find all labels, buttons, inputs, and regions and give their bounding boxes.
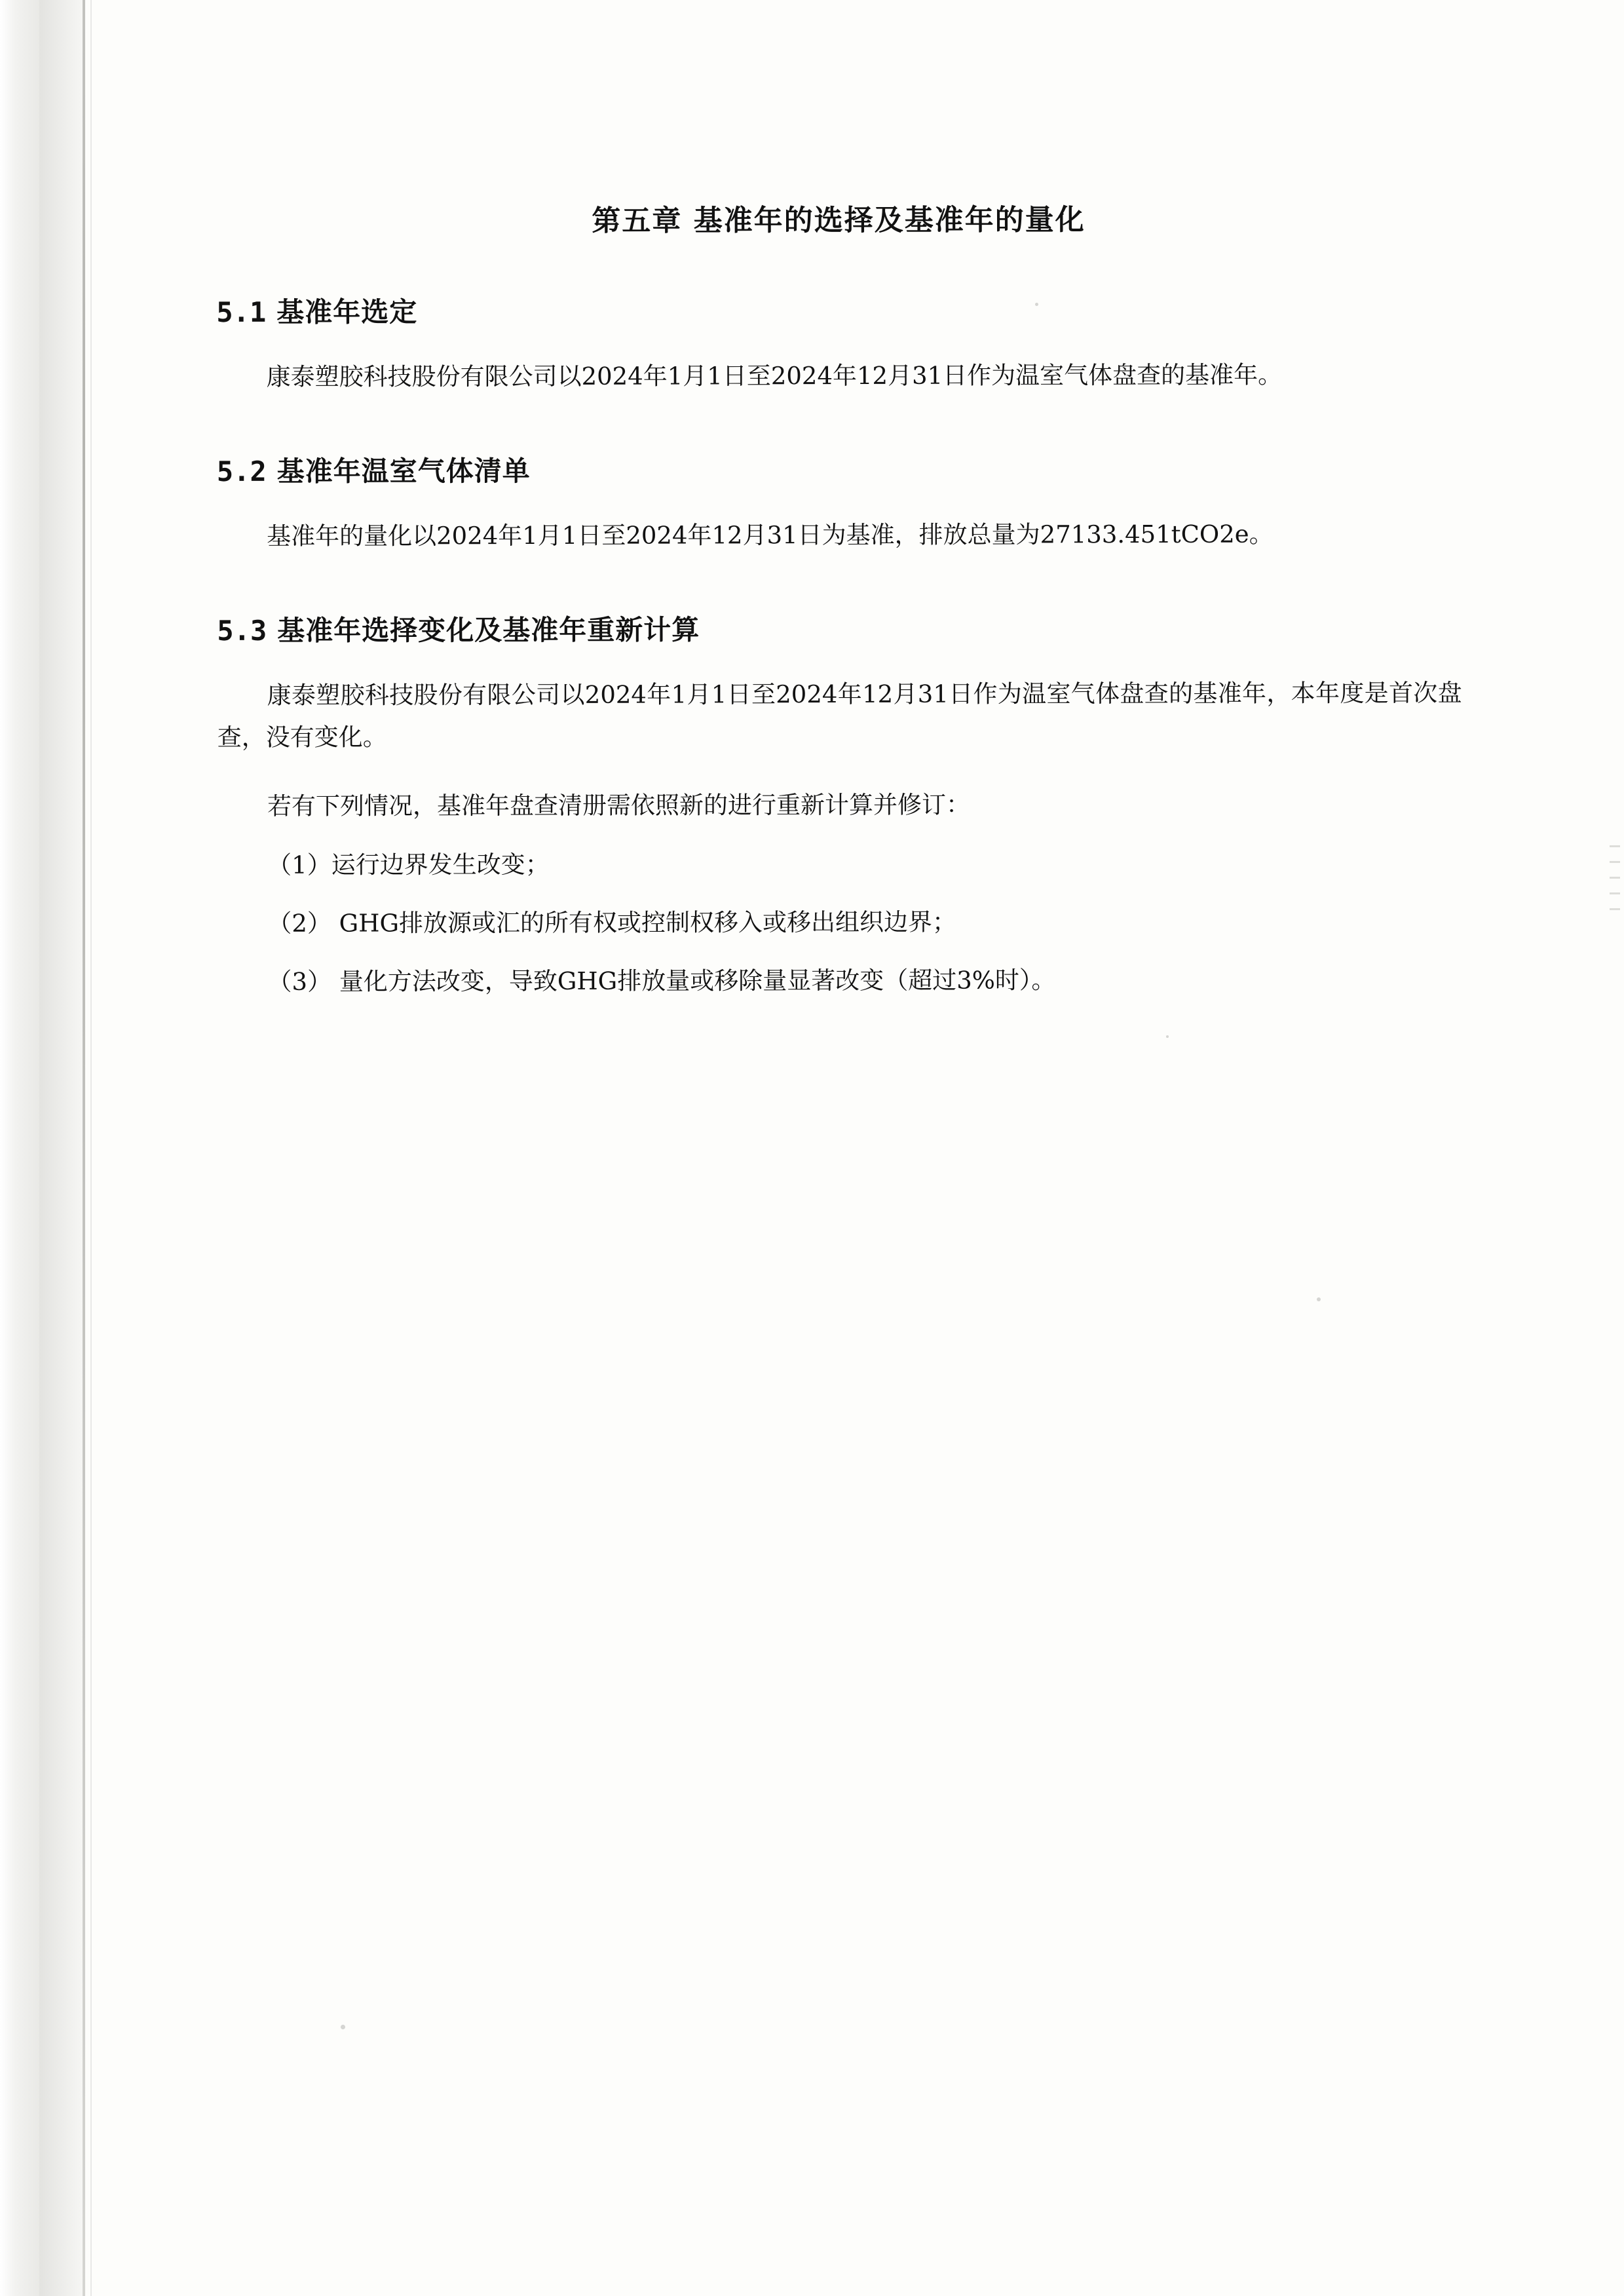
scan-speck bbox=[1166, 1035, 1169, 1038]
document-body bbox=[216, 0, 1461, 1001]
section-heading-5-3 bbox=[217, 607, 1462, 649]
section-title-5-1: 基准年选定 bbox=[276, 296, 418, 328]
section-number-5-2: 5.2 bbox=[216, 455, 267, 488]
list-item: （1）运行边界发生改变； bbox=[267, 850, 550, 879]
scan-speck bbox=[1317, 1297, 1321, 1301]
list-item: （3） 量化方法改变，导致GHG排放量或移除量显著改变（超过3%时）。 bbox=[267, 965, 1056, 996]
section-5-3-paragraph-1: 康泰塑胶科技股份有限公司以2024年1月1日至2024年12月31日作为温室气体盘查的基准年，本年度是首次盘查，没有变化。 bbox=[217, 678, 1462, 752]
page-binding-shadow bbox=[39, 0, 85, 2296]
page-edge-line-secondary bbox=[90, 0, 92, 2296]
section-5-2-paragraph-1: 基准年的量化以2024年1月1日至2024年12月31日为基准，排放总量为27133.451tCO2e。 bbox=[267, 520, 1274, 550]
section-title-5-3: 基准年选择变化及基准年重新计算 bbox=[277, 613, 700, 647]
page-edge-line bbox=[83, 0, 85, 2296]
scan-artifact-marks bbox=[1610, 845, 1620, 917]
chapter-title: 第五章 基准年的选择及基准年的量化 bbox=[592, 203, 1086, 238]
section-5-1-paragraph-1: 康泰塑胶科技股份有限公司以2024年1月1日至2024年12月31日作为温室气体盘查的基准年。 bbox=[266, 360, 1283, 391]
section-number-5-3: 5.3 bbox=[217, 614, 267, 647]
page-binding-edge bbox=[0, 0, 39, 2296]
section-heading-5-2 bbox=[217, 448, 1462, 489]
scan-speck bbox=[341, 2025, 345, 2029]
section-heading-5-1 bbox=[216, 288, 1461, 330]
list-item: （2） GHG排放源或汇的所有权或控制权移入或移出组织边界； bbox=[267, 908, 957, 938]
section-5-3-paragraph-2: 若有下列情况，基准年盘查清册需依照新的进行重新计算并修订： bbox=[267, 790, 970, 820]
section-number-5-1: 5.1 bbox=[216, 296, 267, 328]
section-title-5-2: 基准年温室气体清单 bbox=[276, 454, 531, 488]
